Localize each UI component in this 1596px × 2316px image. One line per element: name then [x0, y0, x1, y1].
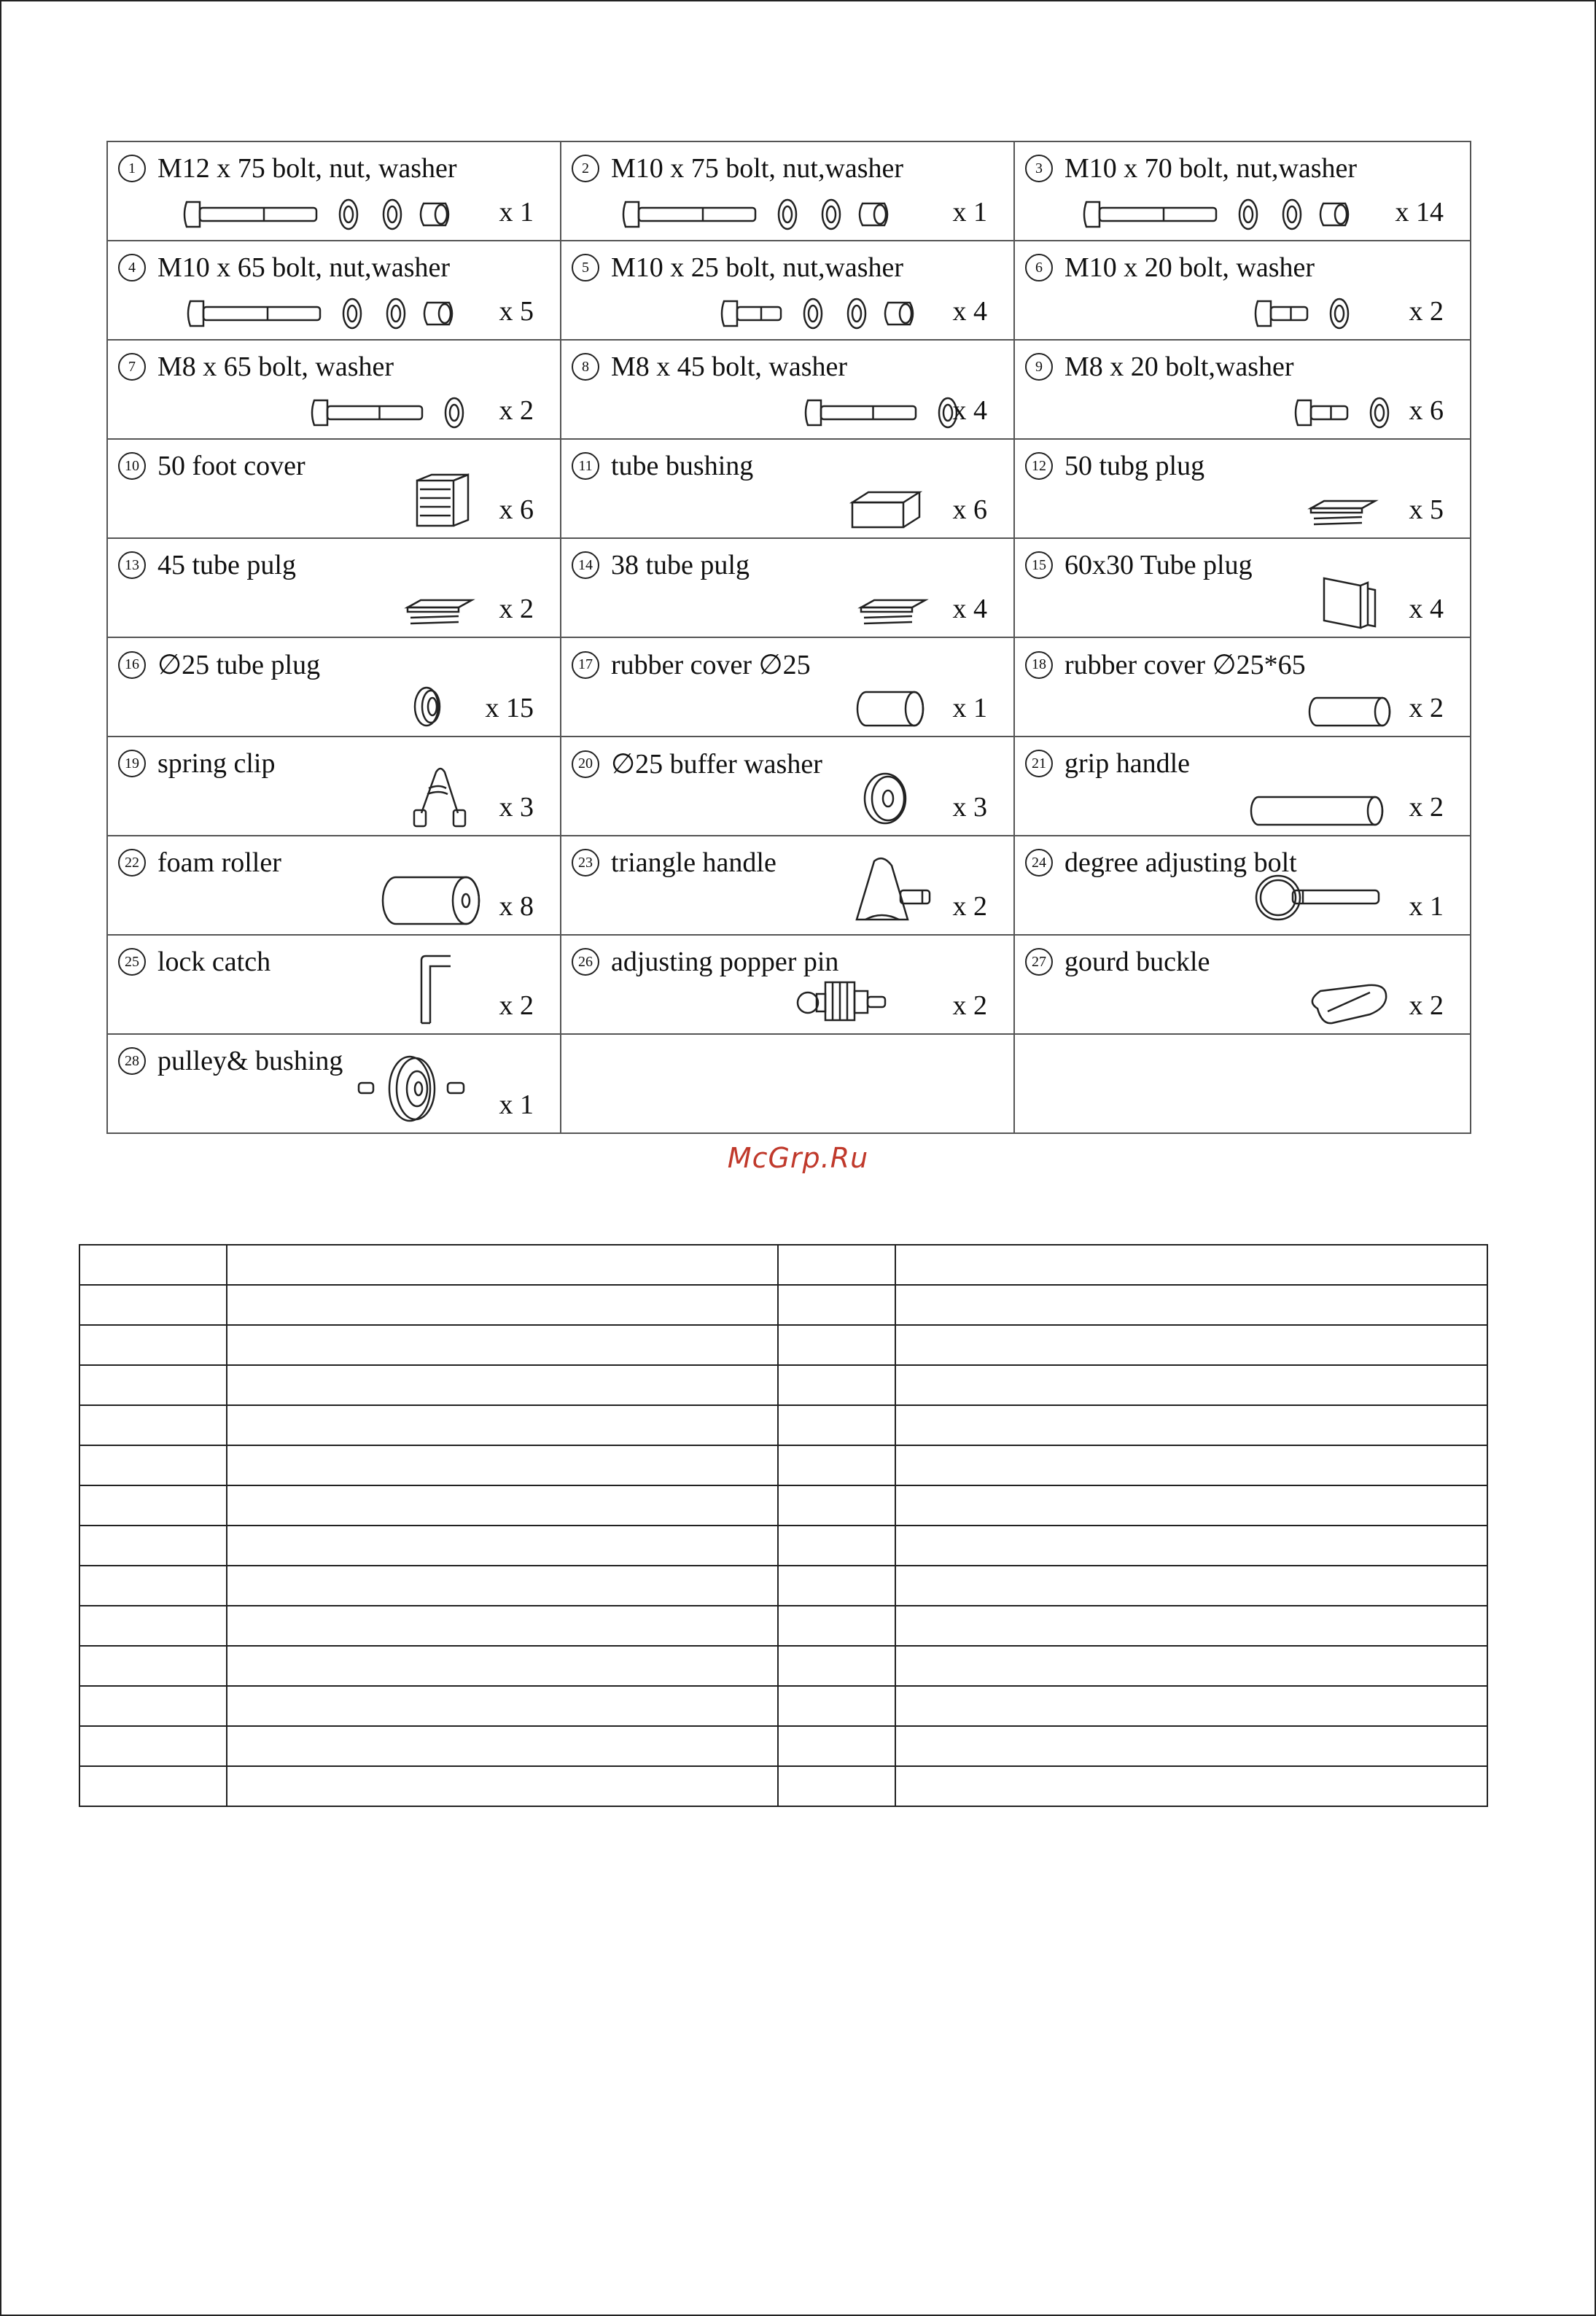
part-label: M10 x 65 bolt, nut,washer: [157, 252, 451, 283]
part-number: 17: [572, 651, 599, 679]
part-quantity: x 2: [1409, 792, 1444, 823]
part-quantity: x 4: [952, 594, 987, 624]
blank-parts-list: [79, 1244, 1488, 1807]
bolt-washer-icon: [308, 395, 476, 431]
empty-cell: [1014, 1034, 1471, 1133]
part-title: [572, 351, 847, 383]
part-quantity: x 6: [499, 494, 534, 525]
blank-cell: [79, 1325, 227, 1365]
part-number: 12: [1025, 452, 1053, 480]
part-quantity: x 1: [499, 1089, 534, 1120]
tube-bushing-icon: [849, 489, 922, 530]
part-label: M10 x 20 bolt, washer: [1064, 252, 1315, 283]
blank-row: [79, 1485, 1487, 1526]
blank-cell: [895, 1405, 1487, 1445]
part-cell: [561, 935, 1014, 1034]
part-quantity: x 1: [1409, 891, 1444, 922]
square-plug-icon: [1307, 497, 1379, 530]
blank-cell: [778, 1485, 895, 1526]
part-quantity: x 1: [499, 197, 534, 228]
short-bolt-washer-icon: [1252, 295, 1361, 332]
blank-cell: [778, 1445, 895, 1485]
part-label: M10 x 75 bolt, nut,washer: [611, 153, 904, 184]
ring-bolt-icon: [1252, 868, 1383, 927]
part-number: 22: [118, 849, 146, 877]
part-cell: [107, 1034, 561, 1133]
part-quantity: x 5: [499, 296, 534, 327]
part-cell: [561, 737, 1014, 836]
pulley-icon: [356, 1052, 472, 1125]
part-quantity: x 2: [499, 594, 534, 624]
blank-row: [79, 1365, 1487, 1405]
part-quantity: x 3: [952, 792, 987, 823]
part-label: adjusting popper pin: [611, 947, 839, 977]
part-label: M8 x 45 bolt, washer: [611, 351, 848, 382]
blank-cell: [895, 1726, 1487, 1766]
blank-row: [79, 1566, 1487, 1606]
part-number: 10: [118, 452, 146, 480]
part-title: [572, 152, 903, 184]
part-cell: [1014, 241, 1471, 340]
part-title: [572, 747, 822, 780]
part-quantity: x 14: [1395, 197, 1444, 228]
part-title: [118, 549, 296, 581]
popper-pin-icon: [795, 975, 890, 1026]
part-title: [572, 847, 776, 879]
blank-cell: [227, 1285, 778, 1325]
blank-cell: [227, 1566, 778, 1606]
short-bolt-washer-icon: [1292, 395, 1401, 431]
part-label: ∅25 buffer washer: [611, 749, 822, 780]
part-cell: [107, 241, 561, 340]
part-cell: [1014, 737, 1471, 836]
part-label: ∅25 tube plug: [157, 650, 321, 680]
part-quantity: x 2: [1409, 990, 1444, 1021]
blank-row: [79, 1405, 1487, 1445]
blank-cell: [227, 1245, 778, 1285]
part-quantity: x 2: [952, 990, 987, 1021]
bolt-nut-washer-icon: [184, 295, 469, 332]
part-cell: [107, 836, 561, 935]
blank-cell: [895, 1445, 1487, 1485]
blank-cell: [895, 1606, 1487, 1646]
blank-cell: [227, 1445, 778, 1485]
part-cell: [561, 241, 1014, 340]
part-label: tube bushing: [611, 451, 754, 481]
part-title: [118, 252, 450, 284]
round-plug-icon: [410, 685, 447, 728]
blank-cell: [895, 1766, 1487, 1806]
part-quantity: x 2: [952, 891, 987, 922]
part-label: 60x30 Tube plug: [1064, 550, 1253, 580]
buffer-washer-icon: [860, 769, 911, 828]
part-number: 21: [1025, 750, 1053, 777]
part-title: [1025, 252, 1315, 284]
blank-cell: [895, 1485, 1487, 1526]
blank-cell: [79, 1405, 227, 1445]
part-cell: [107, 340, 561, 439]
part-quantity: x 4: [1409, 594, 1444, 624]
part-label: triangle handle: [611, 847, 776, 878]
blank-cell: [227, 1646, 778, 1686]
part-number: 5: [572, 254, 599, 281]
part-number: 20: [572, 750, 599, 778]
blank-cell: [227, 1606, 778, 1646]
part-number: 3: [1025, 155, 1053, 182]
part-cell: [107, 439, 561, 538]
blank-cell: [227, 1686, 778, 1726]
parts-row: [107, 241, 1471, 340]
blank-cell: [79, 1726, 227, 1766]
parts-row: [107, 1034, 1471, 1133]
foam-roller-icon: [381, 874, 483, 927]
blank-cell: [778, 1245, 895, 1285]
blank-cell: [778, 1365, 895, 1405]
part-cell: [561, 439, 1014, 538]
part-title: [1025, 946, 1210, 978]
square-plug-icon: [403, 596, 476, 629]
grip-handle-icon: [1248, 794, 1387, 828]
part-number: 8: [572, 353, 599, 381]
blank-row: [79, 1445, 1487, 1485]
part-number: 1: [118, 155, 146, 182]
part-cell: [561, 538, 1014, 637]
part-title: [118, 450, 305, 482]
blank-cell: [895, 1566, 1487, 1606]
parts-row: [107, 935, 1471, 1034]
part-quantity: x 1: [952, 197, 987, 228]
part-cell: [107, 935, 561, 1034]
part-cell: [1014, 141, 1471, 241]
part-title: [572, 450, 753, 482]
part-cell: [1014, 637, 1471, 737]
part-title: [118, 152, 457, 184]
blank-row: [79, 1285, 1487, 1325]
part-cell: [107, 538, 561, 637]
part-quantity: x 15: [485, 693, 534, 723]
blank-cell: [895, 1325, 1487, 1365]
part-quantity: x 2: [499, 395, 534, 426]
square-plug-icon: [857, 596, 930, 629]
part-title: [572, 252, 903, 284]
part-quantity: x 6: [1409, 395, 1444, 426]
part-label: degree adjusting bolt: [1064, 847, 1297, 878]
part-quantity: x 6: [952, 494, 987, 525]
part-title: [1025, 152, 1357, 184]
blank-row: [79, 1726, 1487, 1766]
part-label: pulley& bushing: [157, 1046, 343, 1076]
part-number: 28: [118, 1047, 146, 1075]
blank-row: [79, 1606, 1487, 1646]
part-label: lock catch: [157, 947, 271, 977]
part-title: [118, 946, 270, 978]
part-label: 50 tubg plug: [1064, 451, 1205, 481]
blank-cell: [778, 1405, 895, 1445]
part-label: 50 foot cover: [157, 451, 305, 481]
blank-cell: [79, 1646, 227, 1686]
part-quantity: x 5: [1409, 494, 1444, 525]
part-title: [572, 648, 811, 681]
blank-cell: [227, 1325, 778, 1365]
part-title: [572, 946, 838, 978]
parts-row: [107, 737, 1471, 836]
part-quantity: x 2: [1409, 296, 1444, 327]
blank-cell: [895, 1245, 1487, 1285]
blank-cell: [227, 1526, 778, 1566]
blank-cell: [778, 1766, 895, 1806]
blank-cell: [895, 1285, 1487, 1325]
part-title: [118, 747, 275, 780]
blank-cell: [227, 1766, 778, 1806]
part-title: [118, 1045, 343, 1077]
part-title: [118, 648, 320, 681]
part-number: 13: [118, 551, 146, 579]
part-label: 45 tube pulg: [157, 550, 296, 580]
part-label: spring clip: [157, 748, 276, 779]
bolt-nut-washer-icon: [620, 196, 904, 233]
parts-row: [107, 637, 1471, 737]
blank-cell: [778, 1726, 895, 1766]
triangle-handle-icon: [849, 854, 937, 927]
part-cell: [1014, 935, 1471, 1034]
blank-cell: [895, 1365, 1487, 1405]
parts-row: [107, 538, 1471, 637]
part-cell: [1014, 340, 1471, 439]
watermark: McGrp.Ru: [727, 1142, 869, 1174]
part-cell: [561, 836, 1014, 935]
blank-row: [79, 1325, 1487, 1365]
part-number: 14: [572, 551, 599, 579]
part-label: M10 x 70 bolt, nut,washer: [1064, 153, 1358, 184]
part-title: [118, 847, 281, 879]
part-cell: [107, 737, 561, 836]
part-number: 25: [118, 948, 146, 976]
blank-cell: [778, 1325, 895, 1365]
part-cell: [561, 340, 1014, 439]
part-cell: [561, 637, 1014, 737]
blank-cell: [79, 1245, 227, 1285]
blank-row: [79, 1526, 1487, 1566]
part-number: 15: [1025, 551, 1053, 579]
blank-cell: [778, 1686, 895, 1726]
part-number: 7: [118, 353, 146, 381]
blank-row: [79, 1766, 1487, 1806]
part-label: foam roller: [157, 847, 281, 878]
part-quantity: x 2: [1409, 693, 1444, 723]
part-cell: [107, 141, 561, 241]
blank-cell: [79, 1365, 227, 1405]
part-cell: [1014, 439, 1471, 538]
part-number: 19: [118, 750, 146, 777]
part-quantity: x 2: [499, 990, 534, 1021]
rect-plug-icon: [1321, 571, 1379, 629]
blank-cell: [778, 1606, 895, 1646]
part-title: [1025, 450, 1204, 482]
blank-cell: [79, 1606, 227, 1646]
part-title: [572, 549, 750, 581]
parts-table: [106, 141, 1471, 1134]
blank-row: [79, 1646, 1487, 1686]
blank-cell: [895, 1646, 1487, 1686]
part-cell: [107, 637, 561, 737]
blank-cell: [227, 1365, 778, 1405]
parts-row: [107, 439, 1471, 538]
rubber-cover-long-icon: [1307, 695, 1394, 728]
part-label: rubber cover ∅25*65: [1064, 650, 1306, 680]
blank-cell: [895, 1526, 1487, 1566]
part-label: M8 x 20 bolt,washer: [1064, 351, 1294, 382]
part-label: 38 tube pulg: [611, 550, 750, 580]
blank-cell: [778, 1646, 895, 1686]
part-number: 16: [118, 651, 146, 679]
part-number: 23: [572, 849, 599, 877]
blank-cell: [79, 1526, 227, 1566]
bolt-nut-washer-icon: [181, 196, 465, 233]
part-number: 24: [1025, 849, 1053, 877]
part-number: 2: [572, 155, 599, 182]
part-title: [1025, 648, 1306, 681]
blank-cell: [778, 1285, 895, 1325]
blank-cell: [227, 1485, 778, 1526]
blank-cell: [895, 1686, 1487, 1726]
part-number: 11: [572, 452, 599, 480]
part-cell: [561, 141, 1014, 241]
bolt-nut-washer-icon: [1081, 196, 1365, 233]
part-title: [1025, 747, 1190, 780]
part-label: M12 x 75 bolt, nut, washer: [157, 153, 457, 184]
parts-row: [107, 836, 1471, 935]
part-quantity: x 4: [952, 395, 987, 426]
lock-catch-icon: [407, 953, 458, 1026]
part-quantity: x 1: [952, 693, 987, 723]
part-label: grip handle: [1064, 748, 1191, 779]
bolt-washer-icon: [802, 395, 970, 431]
blank-row: [79, 1686, 1487, 1726]
blank-cell: [79, 1445, 227, 1485]
rubber-cover-short-icon: [853, 689, 926, 728]
part-number: 26: [572, 948, 599, 976]
part-cell: [1014, 538, 1471, 637]
part-label: M10 x 25 bolt, nut,washer: [611, 252, 904, 283]
parts-row: [107, 141, 1471, 241]
blank-cell: [79, 1485, 227, 1526]
part-quantity: x 4: [952, 296, 987, 327]
empty-cell: [561, 1034, 1014, 1133]
part-number: 27: [1025, 948, 1053, 976]
blank-cell: [778, 1566, 895, 1606]
short-bolt-nut-washer-icon: [718, 295, 930, 332]
part-number: 6: [1025, 254, 1053, 281]
parts-row: [107, 340, 1471, 439]
blank-cell: [79, 1766, 227, 1806]
blank-cell: [227, 1405, 778, 1445]
part-label: M8 x 65 bolt, washer: [157, 351, 394, 382]
carabiner-icon: [1303, 982, 1390, 1026]
blank-cell: [79, 1285, 227, 1325]
blank-cell: [778, 1526, 895, 1566]
blank-cell: [227, 1726, 778, 1766]
blank-row: [79, 1245, 1487, 1285]
part-number: 18: [1025, 651, 1053, 679]
spring-clip-icon: [400, 762, 480, 828]
foot-cover-icon: [414, 473, 472, 530]
part-number: 4: [118, 254, 146, 281]
part-title: [118, 351, 394, 383]
blank-cell: [79, 1686, 227, 1726]
part-quantity: x 3: [499, 792, 534, 823]
part-label: gourd buckle: [1064, 947, 1210, 977]
part-title: [1025, 549, 1253, 581]
part-title: [1025, 351, 1294, 383]
part-cell: [1014, 836, 1471, 935]
part-number: 9: [1025, 353, 1053, 381]
part-label: rubber cover ∅25: [611, 650, 811, 680]
blank-cell: [79, 1566, 227, 1606]
part-quantity: x 8: [499, 891, 534, 922]
